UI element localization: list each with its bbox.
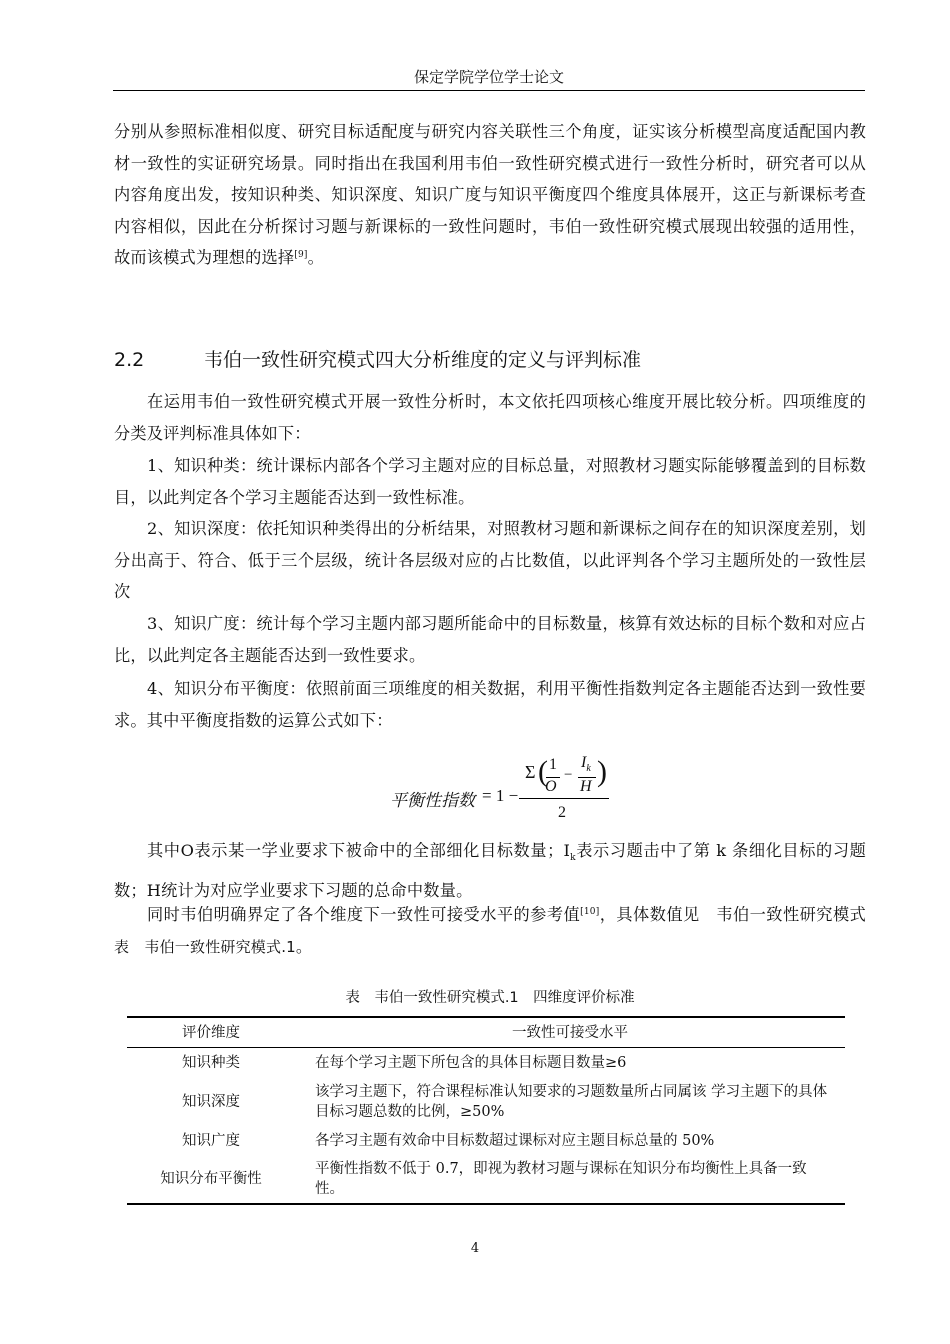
formula-frac2-i: I bbox=[581, 754, 587, 771]
formula-frac2-denominator: H bbox=[580, 778, 592, 795]
formula-equals: = 1 − bbox=[482, 786, 519, 805]
level-cell: 各学习主题有效命中目标数超过课标对应主题目标总量的 50% bbox=[315, 1132, 715, 1149]
paragraph-knowledge-balance: 4、知识分布平衡度：依照前面三项维度的相关数据，利用平衡性指数判定各主题能否达到一致性要求。其中平衡度指数的运算公式如下： bbox=[114, 679, 866, 730]
paragraph-knowledge-breadth: 3、知识广度：统计每个学习主题内部习题所能命中的目标数量，核算有效达标的目标个数和对应占比，以此判定各主题能否达到一致性要求。 bbox=[114, 614, 866, 665]
formula-right-paren: ) bbox=[597, 755, 607, 788]
level-cell: 平衡性指数不低于 0.7，即视为教材习题与课标在知识分布均衡性上具备一致性。 bbox=[295, 1156, 845, 1204]
paragraph-reference bbox=[114, 899, 866, 963]
evaluation-standards-table bbox=[127, 1016, 845, 1205]
section-title: 韦伯一致性研究模式四大分析维度的定义与评判标准 bbox=[204, 349, 642, 371]
formula-frac2-sub: k bbox=[586, 763, 591, 775]
var-text-b: 表示某一学业要求下被命中的全部细化目标数量； bbox=[194, 841, 564, 860]
formula-denominator: 2 bbox=[558, 804, 566, 821]
paragraph-variables bbox=[114, 835, 866, 906]
level-cell: 在每个学习主题下所包含的具体目标题目数量≥6 bbox=[315, 1054, 627, 1071]
formula-minus: − bbox=[564, 767, 573, 783]
balance-index-formula bbox=[390, 750, 630, 824]
table-reference-link[interactable]: 表 韦伯一致性研究模式.1 bbox=[114, 937, 296, 956]
level-cell: 该学习主题下，符合课程标准认知要求的习题数量所占同属该 学习主题下的具体目标习题总数的比例，≥50% bbox=[315, 1083, 828, 1120]
page-number: 4 bbox=[470, 1241, 480, 1256]
paragraph-overview: 在运用韦伯一致性研究模式开展一致性分析时，本文依托四项核心维度开展比较分析。四项维度的分类及评判标准具体如下： bbox=[114, 392, 866, 443]
paragraph-intro bbox=[114, 116, 866, 274]
dimension-cell: 知识种类 bbox=[182, 1054, 240, 1071]
var-text-c: 表示习题击中了第 k 条细化目标的习题数； bbox=[114, 841, 866, 900]
section-heading bbox=[114, 346, 641, 374]
var-k: k bbox=[570, 853, 576, 864]
formula-frac1-numerator: 1 bbox=[549, 756, 557, 773]
header-dimension: 评价维度 bbox=[127, 1017, 295, 1048]
section-number: 2.2 bbox=[114, 349, 145, 371]
table-row bbox=[127, 1156, 845, 1204]
var-i: I bbox=[563, 841, 571, 860]
var-o: O bbox=[180, 841, 195, 860]
table-row bbox=[127, 1048, 845, 1078]
citation-10: [10] bbox=[580, 907, 600, 917]
paragraph-knowledge-depth: 2、知识深度：依托知识种类得出的分析结果，对照教材习题和新课标之间存在的知识深度差别，划分出高于、符合、低于三个层级，统计各层级对应的占比数值，以此评判各个学习主题所处的一致性层次 bbox=[114, 519, 866, 601]
var-text-d: 统计为对应学业要求下习题的总命中数量。 bbox=[161, 880, 473, 900]
formula-left-paren: ( bbox=[538, 755, 548, 788]
formula-frac1-denominator: O bbox=[545, 778, 557, 795]
var-text-a: 其中 bbox=[147, 841, 181, 860]
formula-main-bar bbox=[519, 798, 609, 799]
dimension-cell: 知识深度 bbox=[182, 1093, 240, 1110]
table-row bbox=[127, 1126, 845, 1156]
dimension-cell: 知识分布平衡性 bbox=[127, 1156, 295, 1204]
ref-text-a: 同时韦伯明确界定了各个维度下一致性可接受水平的参考值 bbox=[147, 905, 581, 924]
table-row bbox=[127, 1078, 845, 1126]
page-header: 保定学院学位学士论文 bbox=[113, 64, 865, 91]
header-acceptable-level: 一致性可接受水平 bbox=[295, 1017, 845, 1048]
paragraph-knowledge-type: 1、知识种类：统计课标内部各个学习主题对应的目标总量，对照教材习题实际能够覆盖到的目标数目，以此判定各个学习主题能否达到一致性标准。 bbox=[114, 456, 866, 507]
citation-9: [9] bbox=[294, 250, 308, 260]
table-caption: 表 韦伯一致性研究模式.1 四维度评价标准 bbox=[345, 990, 635, 1006]
ref-text-b: ，具体数值见 韦伯一致性研究模式 bbox=[599, 905, 866, 924]
formula-sigma: Σ bbox=[525, 762, 536, 782]
paragraph-intro-text: 分别从参照标准相似度、研究目标适配度与研究内容关联性三个角度，证实该分析模型高度适配国内教材一致性的实证研究场景。同时指出在我国利用韦伯一致性研究模式进行一致性分析时，研究者可以从内容角度出发，按知识种类、知识深度、知识广度与知识平衡度四个维度具体展开，这正与新课标考查内容相似，因此在分析探讨习题与新课标的一致性问题时，韦伯一致性研究模式展现出较强的适用性，故而该模式为理想的选择 bbox=[114, 122, 866, 267]
formula-frac2-numerator bbox=[581, 754, 591, 774]
table-header-row bbox=[127, 1017, 845, 1048]
ref-text-end: 。 bbox=[295, 936, 313, 956]
paragraph-intro-end: 。 bbox=[307, 248, 325, 267]
var-h: H bbox=[146, 880, 162, 900]
formula-lhs: 平衡性指数 bbox=[390, 791, 475, 810]
dimension-cell: 知识广度 bbox=[182, 1132, 240, 1149]
